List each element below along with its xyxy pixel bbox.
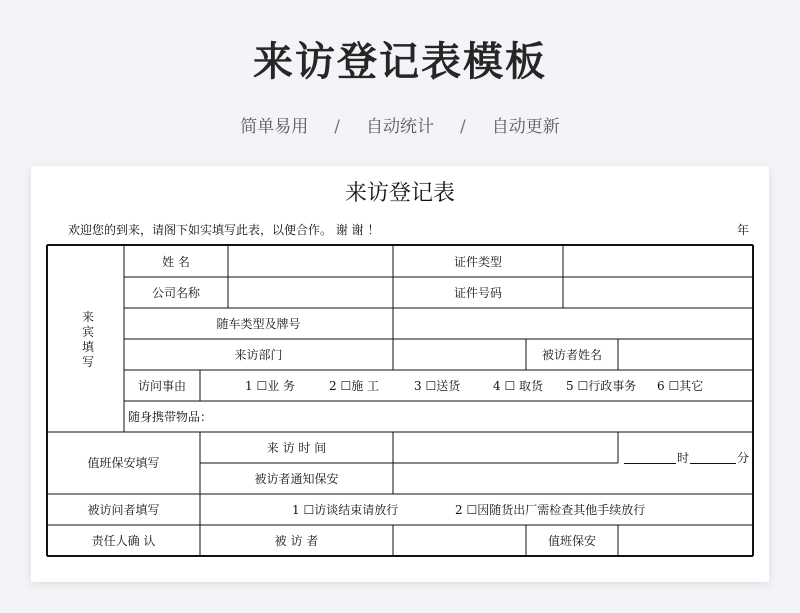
host-name-field[interactable] [619, 340, 752, 369]
name-field[interactable] [229, 246, 392, 276]
visit-time-label: 来 访 时 间 [266, 441, 327, 455]
belongings-label: 随身携带物品： [128, 410, 213, 424]
id-number-label: 证件号码 [453, 286, 502, 300]
tag-auto-update: 自动更新 [491, 117, 560, 137]
company-field[interactable] [229, 278, 392, 307]
host-option-release[interactable]: 1 ☐访谈结束请放行 [292, 503, 399, 517]
visit-date-field[interactable] [394, 433, 617, 462]
tag-separator: / [460, 117, 466, 137]
host-name-label: 被访者姓名 [541, 348, 602, 362]
guard-sign-field[interactable] [619, 526, 752, 555]
host-option-check-release[interactable]: 2 ☐因随货出厂需检查其他手续放行 [455, 503, 646, 517]
welcome-text: 欢迎您的到来，请阁下如实填写此表，以便合作。 谢 谢 ！ [68, 223, 380, 237]
reason-label: 访问事由 [137, 379, 186, 393]
form-title: 来访登记表 [344, 181, 455, 206]
reason-option-business[interactable]: 1 ☐业 务 [245, 379, 296, 393]
host-section-label: 被访问者填写 [87, 503, 160, 517]
confirm-section-label: 责任人确 认 [91, 534, 156, 548]
reason-option-admin[interactable]: 5 ☐行政事务 [566, 379, 637, 393]
visitor-section-label: 来宾填写 [81, 310, 94, 369]
year-label: 年 [737, 223, 750, 237]
id-type-field[interactable] [564, 246, 752, 276]
reason-option-pickup[interactable]: 4 ☐ 取货 [493, 379, 544, 393]
notify-guard-field[interactable] [394, 464, 752, 493]
reason-option-delivery[interactable]: 3 ☐送货 [414, 379, 461, 393]
belongings-field[interactable] [230, 402, 752, 431]
vehicle-field[interactable] [394, 309, 752, 338]
hour-label: 时 [677, 451, 690, 465]
department-label: 来访部门 [234, 348, 283, 362]
reason-option-construction[interactable]: 2 ☐施 工 [329, 379, 380, 393]
department-field[interactable] [394, 340, 525, 369]
tag-auto-stats: 自动统计 [366, 117, 434, 137]
tag-easy: 简单易用 [240, 117, 309, 137]
guard-section-label: 值班保安填写 [87, 456, 160, 470]
guard-sign-label: 值班保安 [547, 534, 596, 548]
company-label: 公司名称 [151, 286, 200, 300]
reason-option-other[interactable]: 6 ☐其它 [657, 379, 704, 393]
host-sign-field[interactable] [394, 526, 525, 555]
tag-separator: / [334, 117, 340, 137]
id-number-field[interactable] [564, 278, 752, 307]
vehicle-label: 随车类型及牌号 [216, 317, 301, 331]
minute-label: 分 [737, 451, 750, 465]
id-type-label: 证件类型 [453, 255, 502, 269]
host-sign-label: 被 访 者 [274, 534, 319, 548]
page-title: 来访登记表模板 [253, 39, 547, 85]
notify-guard-label: 被访者通知保安 [254, 472, 339, 486]
name-label: 姓 名 [162, 255, 190, 269]
